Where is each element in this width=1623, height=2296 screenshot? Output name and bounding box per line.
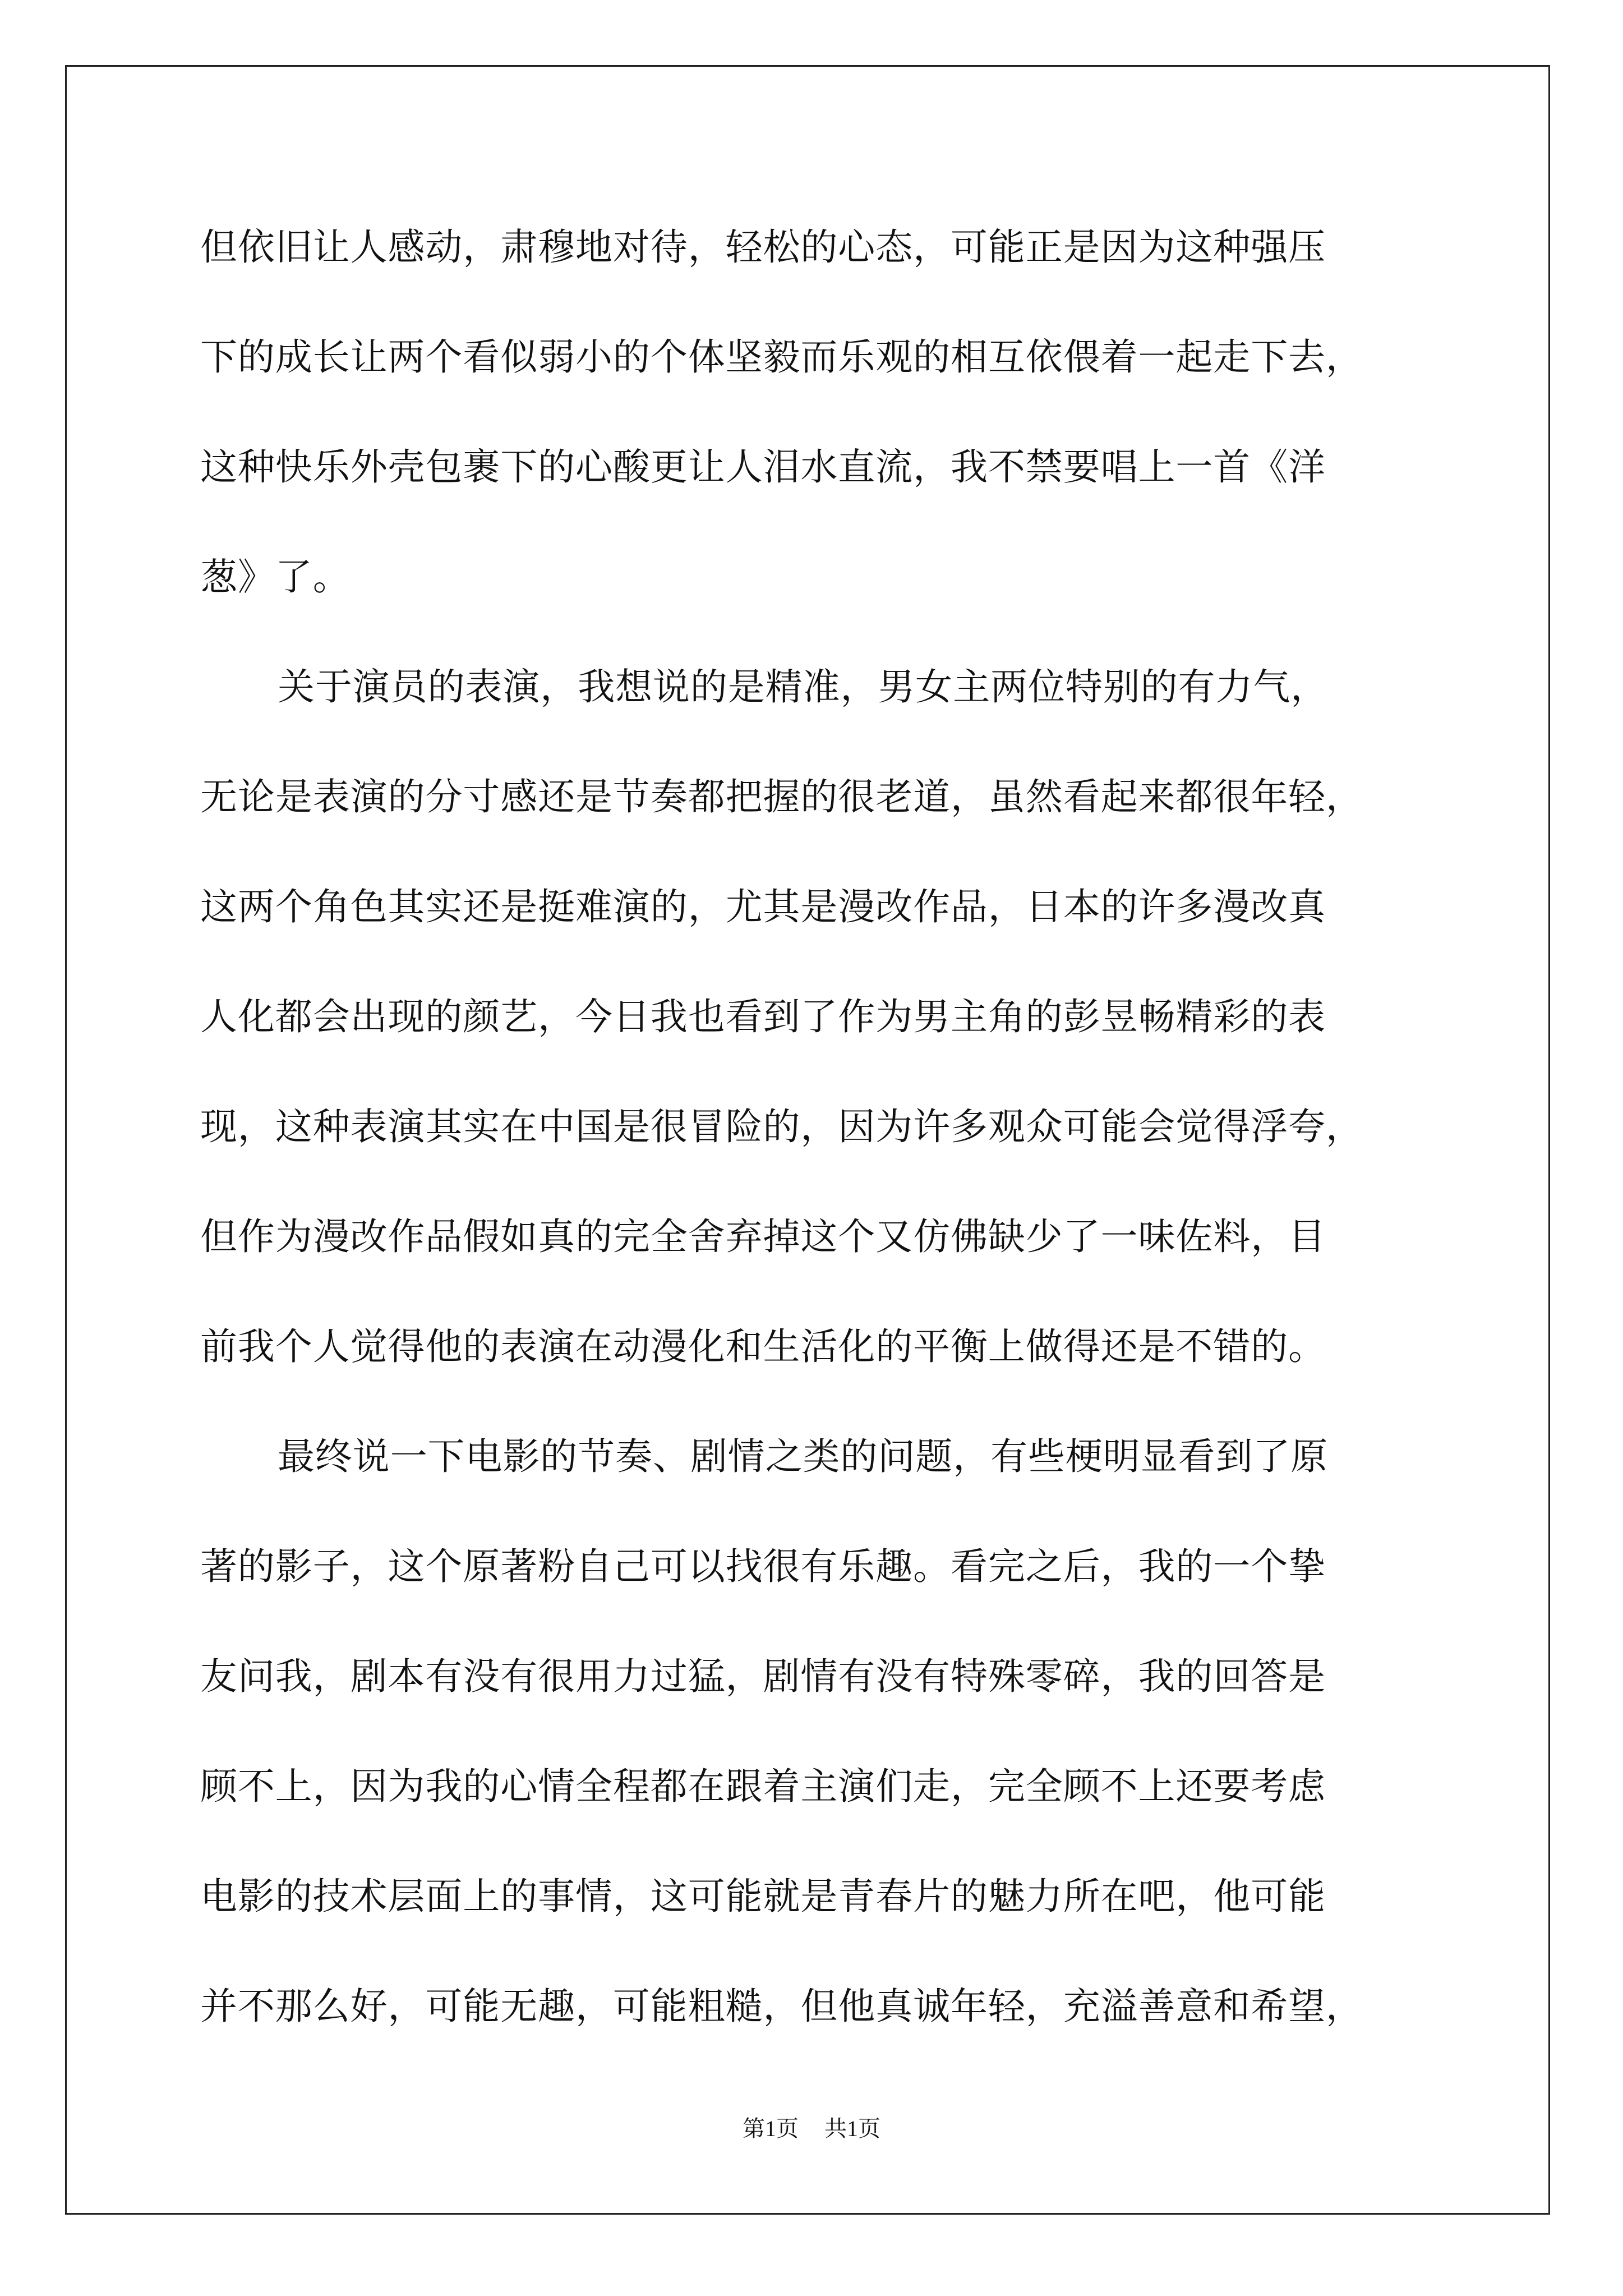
text-line: 但依旧让人感动，肃穆地对待，轻松的心态，可能正是因为这种强压	[200, 226, 1326, 269]
text-line: 并不那么好，可能无趣，可能粗糙，但他真诚年轻，充溢善意和希望，	[200, 1985, 1363, 2028]
text-line: 人化都会出现的颜艺，今日我也看到了作为男主角的彭昱畅精彩的表	[200, 995, 1326, 1038]
text-line: 这种快乐外壳包裹下的心酸更让人泪水直流，我不禁要唱上一首《洋	[200, 445, 1326, 489]
text-line: 但作为漫改作品假如真的完全舍弃掉这个又仿佛缺少了一味佐料，目	[200, 1215, 1326, 1258]
text-line: 关于演员的表演，我想说的是精准，男女主两位特别的有力气，	[278, 665, 1329, 708]
text-line: 这两个角色其实还是挺难演的，尤其是漫改作品，日本的许多漫改真	[200, 885, 1326, 928]
page-footer	[0, 2115, 1623, 2143]
text-line: 顾不上，因为我的心情全程都在跟着主演们走，完全顾不上还要考虑	[200, 1765, 1326, 1808]
text-line: 友问我，剧本有没有很用力过猛，剧情有没有特殊零碎，我的回答是	[200, 1655, 1326, 1698]
text-line: 无论是表演的分寸感还是节奏都把握的很老道，虽然看起来都很年轻，	[200, 775, 1363, 818]
text-line: 下的成长让两个看似弱小的个体坚毅而乐观的相互依偎着一起走下去，	[200, 335, 1363, 379]
text-line: 著的影子，这个原著粉自己可以找很有乐趣。看完之后，我的一个挚	[200, 1545, 1326, 1588]
text-line: 前我个人觉得他的表演在动漫化和生活化的平衡上做得还是不错的。	[200, 1325, 1326, 1368]
text-line: 现，这种表演其实在中国是很冒险的，因为许多观众可能会觉得浮夸，	[200, 1105, 1363, 1148]
text-line: 最终说一下电影的节奏、剧情之类的问题，有些梗明显看到了原	[278, 1435, 1329, 1478]
page-total: 共1页	[824, 2116, 880, 2141]
page-number: 第1页	[743, 2116, 799, 2141]
text-line: 葱》了。	[200, 555, 351, 599]
text-line: 电影的技术层面上的事情，这可能就是青春片的魅力所在吧，他可能	[200, 1875, 1326, 1918]
